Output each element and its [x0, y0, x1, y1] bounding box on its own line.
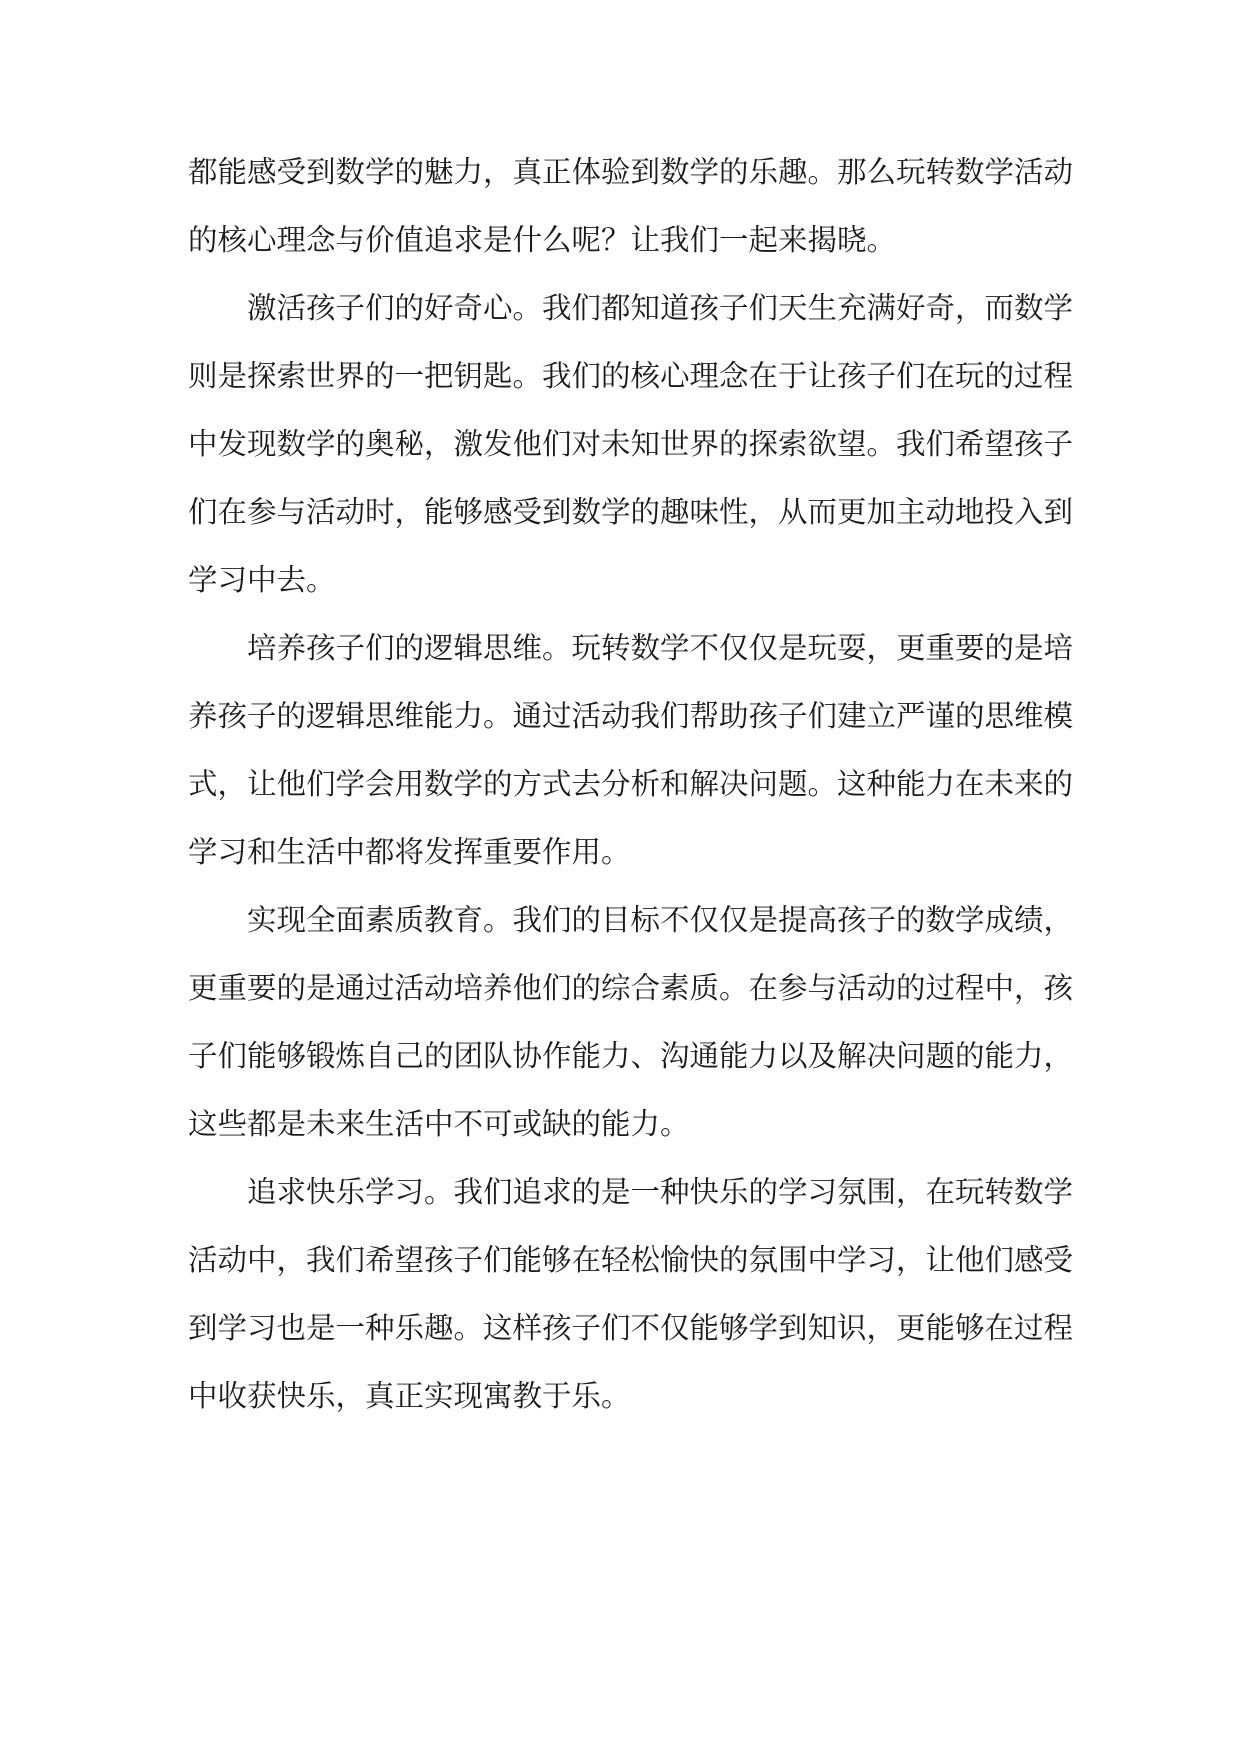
document-body [188, 138, 1074, 1430]
text-line: 学习和生活中都将发挥重要作用。 [188, 835, 631, 869]
text-line: 式，让他们学会用数学的方式去分析和解决问题。这种能力在未来的 [188, 767, 1074, 801]
text-line: 学习中去。 [188, 563, 336, 597]
text-line: 们在参与活动时，能够感受到数学的趣味性，从而更加主动地投入到 [188, 495, 1074, 529]
paragraph-first-line: 追求快乐学习。我们追求的是一种快乐的学习氛围，在玩转数学 [247, 1175, 1074, 1209]
text-line: 中收获快乐，真正实现寓教于乐。 [188, 1379, 631, 1413]
paragraph-first-line: 培养孩子们的逻辑思维。玩转数学不仅仅是玩耍，更重要的是培 [247, 631, 1074, 665]
text-line: 则是探索世界的一把钥匙。我们的核心理念在于让孩子们在玩的过程 [188, 359, 1074, 393]
text-line: 中发现数学的奥秘，激发他们对未知世界的探索欲望。我们希望孩子 [188, 427, 1074, 461]
text-line: 养孩子的逻辑思维能力。通过活动我们帮助孩子们建立严谨的思维模 [188, 699, 1074, 733]
text-line: 的核心理念与价值追求是什么呢？让我们一起来揭晓。 [188, 223, 897, 257]
text-line: 更重要的是通过活动培养他们的综合素质。在参与活动的过程中，孩 [188, 971, 1074, 1005]
text-line: 都能感受到数学的魅力，真正体验到数学的乐趣。那么玩转数学活动 [188, 155, 1074, 189]
text-line: 子们能够锻炼自己的团队协作能力、沟通能力以及解决问题的能力， [188, 1039, 1074, 1073]
text-line: 到学习也是一种乐趣。这样孩子们不仅能够学到知识，更能够在过程 [188, 1311, 1074, 1345]
paragraph-first-line: 实现全面素质教育。我们的目标不仅仅是提高孩子的数学成绩， [247, 903, 1074, 937]
text-line: 活动中，我们希望孩子们能够在轻松愉快的氛围中学习，让他们感受 [188, 1243, 1074, 1277]
paragraph-first-line: 激活孩子们的好奇心。我们都知道孩子们天生充满好奇，而数学 [247, 291, 1074, 325]
text-line: 这些都是未来生活中不可或缺的能力。 [188, 1107, 690, 1141]
